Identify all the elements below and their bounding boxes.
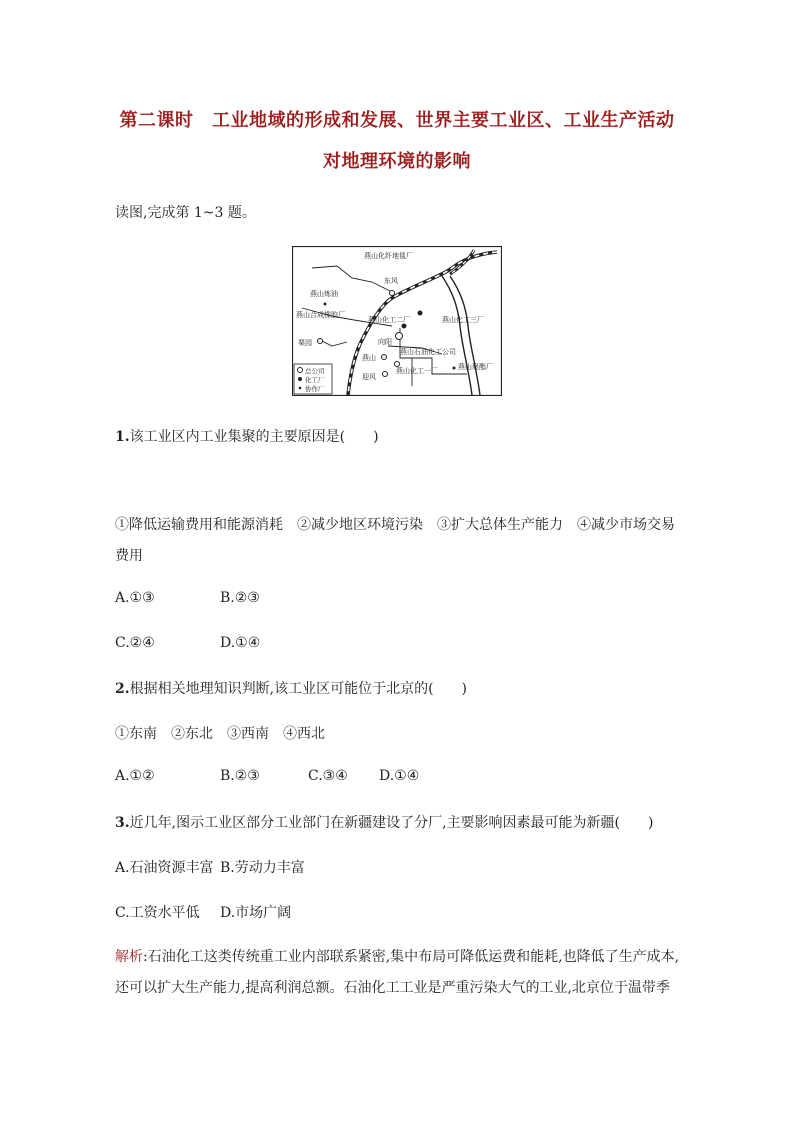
question-2-text: 根据相关地理知识判断,该工业区可能位于北京的( ) (129, 681, 467, 697)
option-c[interactable]: C.③④ (308, 768, 348, 784)
question-1-number: 1. (115, 429, 130, 445)
option-c[interactable]: C.工资水平低 (115, 905, 200, 921)
question-1-text: 该工业区内工业集聚的主要原因是( ) (129, 429, 379, 445)
question-2-options (115, 768, 419, 784)
option-a[interactable]: A.石油资源丰富 (115, 860, 214, 876)
question-3-number: 3. (115, 815, 130, 831)
map-label-xiangyang: 向阳 (378, 338, 392, 346)
analysis-line-2: 还可以扩大生产能力,提高利润总额。石油化工工业是严重污染大气的工业,北京位于温带季 (115, 980, 670, 996)
map-label-fiber: 燕山化纤地毯厂 (364, 252, 413, 260)
map-label-chem3: 燕山化工三厂 (442, 316, 484, 324)
option-b[interactable]: B.②③ (220, 590, 260, 606)
option-d[interactable]: D.①④ (220, 635, 261, 651)
map-label-yingfeng: 迎风 (362, 373, 376, 381)
question-3 (115, 812, 653, 832)
question-2 (115, 678, 467, 698)
question-3-options-row1 (115, 857, 305, 877)
map-label-dongfeng: 东风 (384, 277, 398, 285)
map-label-liyuan: 栗园 (298, 339, 312, 347)
page-title-continued: 对地理环境的影响 (323, 151, 471, 172)
question-2-number: 2. (115, 681, 130, 697)
map-label-chem1: 燕山化工一厂 (396, 367, 438, 375)
analysis-label: 解析 (115, 949, 143, 965)
option-b[interactable]: B.劳动力丰富 (220, 860, 305, 876)
legend-hq: 总公司 (305, 367, 325, 375)
option-b[interactable]: B.②③ (220, 768, 260, 784)
question-1 (115, 426, 379, 446)
question-1-statements: ①降低运输费用和能源消耗 ②减少地区环境污染 ③扩大总体生产能力 ④减少市场交易 (115, 517, 675, 533)
question-3-text: 近几年,图示工业区部分工业部门在新疆建设了分厂,主要影响因素最可能为新疆( ) (129, 815, 654, 831)
question-1-options-row1 (115, 590, 260, 606)
page-title: 第二课时 工业地域的形成和发展、世界主要工业区、工业生产活动 (119, 110, 675, 131)
question-3-options-row2 (115, 902, 291, 922)
legend-chem-plant: 化工厂 (305, 376, 325, 384)
option-a[interactable]: A.①③ (115, 590, 155, 606)
question-1-statements-cont: 费用 (115, 548, 143, 564)
analysis-line-1 (115, 946, 679, 966)
map-label-plastic: 燕山聚酯厂 (458, 363, 493, 371)
map-label-refinery: 燕山炼油 (310, 290, 338, 298)
option-a[interactable]: A.①② (115, 768, 155, 784)
question-2-statements: ①东南 ②东北 ③西南 ④西北 (115, 726, 325, 742)
option-c[interactable]: C.②④ (115, 635, 155, 651)
legend-partner-plant: 协作厂 (305, 385, 325, 393)
analysis-text-1: :石油化工这类传统重工业内部联系紧密,集中布局可降低运费和能耗,也降低了生产成本, (143, 949, 680, 965)
option-d[interactable]: D.市场广阔 (220, 905, 292, 921)
map-label-chem2: 燕山化工二厂 (368, 316, 410, 324)
industrial-area-map (292, 246, 502, 396)
option-d[interactable]: D.①④ (379, 768, 420, 784)
question-1-options-row2 (115, 635, 260, 651)
intro-text: 读图,完成第 1~3 题。 (115, 205, 256, 221)
map-label-rubber: 燕山合成橡胶厂 (296, 311, 345, 319)
map-label-petro: 燕山石油化工公司 (400, 348, 456, 356)
map-label-yanshan: 燕山 (362, 354, 376, 362)
